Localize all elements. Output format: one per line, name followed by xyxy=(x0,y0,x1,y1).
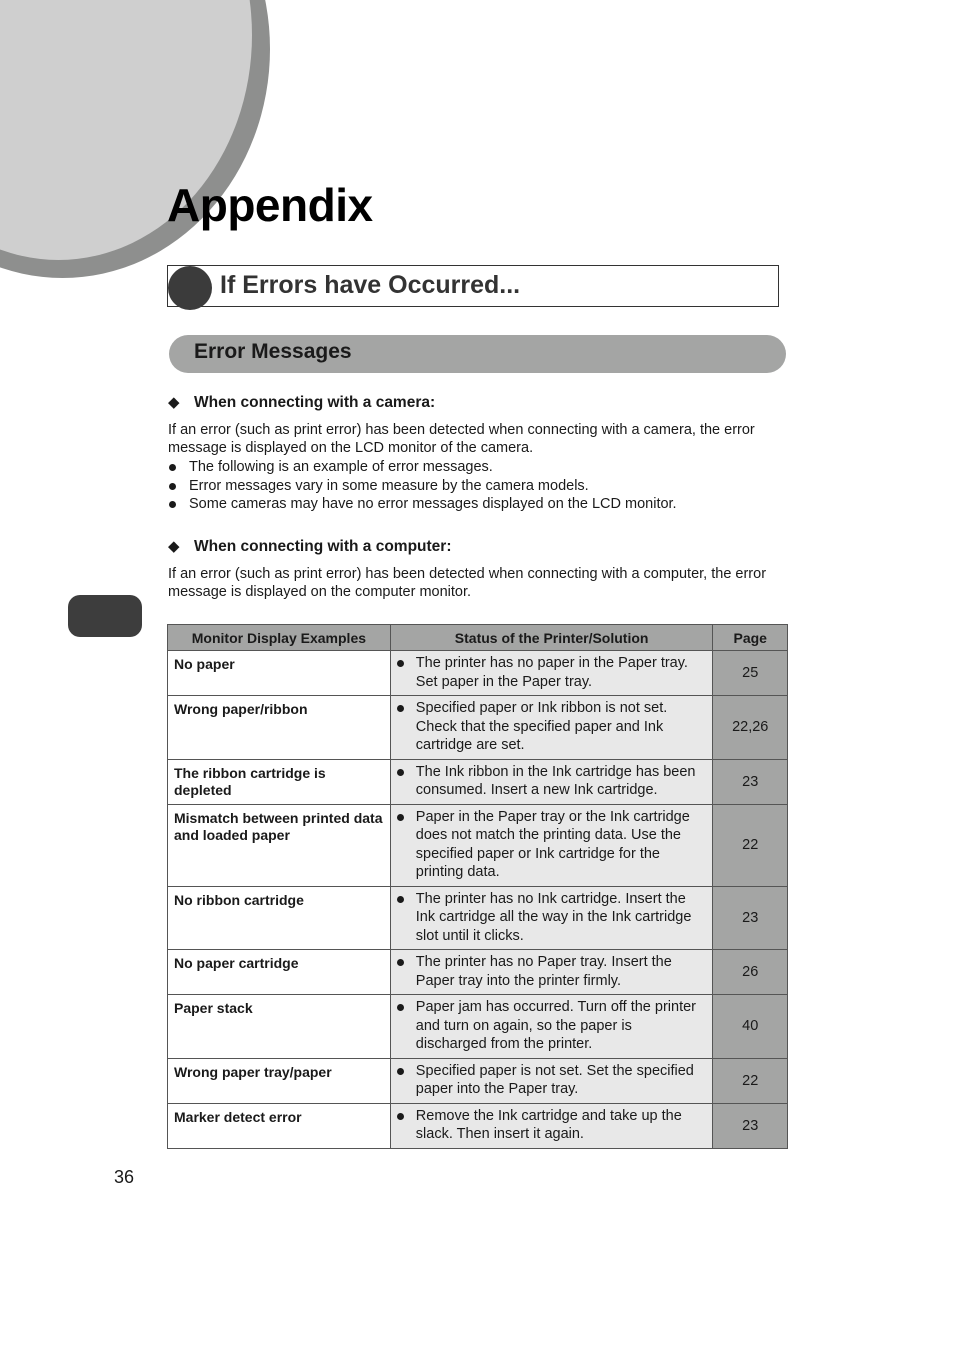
bullet-icon xyxy=(397,896,404,903)
solution-cell xyxy=(390,950,713,995)
bullet-icon xyxy=(397,705,404,712)
table-row xyxy=(168,804,788,886)
message-text: Wrong paper/ribbon xyxy=(174,701,308,717)
section-title: If Errors have Occurred... xyxy=(220,271,521,299)
message-cell xyxy=(168,1058,391,1103)
solution-cell xyxy=(390,995,713,1059)
message-cell xyxy=(168,1103,391,1148)
diamond-icon: ◆ xyxy=(168,394,180,411)
message-text: Mismatch between printed data and loaded paper xyxy=(174,809,383,843)
solution-text: Specified paper is not set. Set the specified paper into the Paper tray. xyxy=(415,1062,694,1097)
table-row xyxy=(168,886,788,950)
message-text: The ribbon cartridge is depleted xyxy=(174,764,326,798)
page-title: Appendix xyxy=(167,179,373,231)
camera-intro-line-2: message is displayed on the LCD monitor of the camera. xyxy=(168,440,534,456)
table-row xyxy=(168,950,788,995)
table-row xyxy=(168,696,788,760)
section-bullet-icon xyxy=(168,266,212,310)
message-text: Marker detect error xyxy=(174,1108,302,1125)
solution-text: The printer has no paper in the Paper tray. Set paper in the Paper tray. xyxy=(415,655,688,690)
solution-cell xyxy=(390,804,713,886)
side-tab-marker xyxy=(68,595,142,637)
bullet-icon xyxy=(397,814,404,821)
bullet-icon xyxy=(397,660,404,667)
message-text: No paper cartridge xyxy=(174,955,299,971)
message-cell xyxy=(168,696,391,760)
solution-cell xyxy=(390,886,713,950)
solution-text: The printer has no Ink cartridge. Insert the Ink cartridge all the way in the Ink cartridge slot until it clicks. xyxy=(415,890,692,944)
solution-text: Specified paper or Ink ribbon is not set. Check that the specified paper and Ink cartridge are set. xyxy=(415,700,668,753)
page-cell: 26 xyxy=(713,950,788,995)
bullet-icon xyxy=(397,959,404,966)
computer-intro-line-2: message is displayed on the computer monitor. xyxy=(168,584,472,600)
solution-text: Paper in the Paper tray or the Ink cartridge does not match the printing data. Use the specified paper or Ink cartridge for the printing data. xyxy=(415,808,690,880)
solution-text: The Ink ribbon in the Ink cartridge has been consumed. Insert a new Ink cartridge. xyxy=(415,763,696,798)
computer-heading xyxy=(168,537,451,556)
page-cell: 23 xyxy=(713,1103,788,1148)
page-number: 36 xyxy=(114,1167,135,1187)
solution-cell xyxy=(390,1103,713,1148)
solution-text: The printer has no Paper tray. Insert the Paper tray into the printer firmly. xyxy=(415,954,672,989)
camera-notes-list xyxy=(168,458,677,514)
column-header-message: Monitor Display Examples xyxy=(168,625,391,651)
error-messages-table xyxy=(167,624,788,1149)
column-header-solution: Status of the Printer/Solution xyxy=(390,625,713,651)
page-cell: 22 xyxy=(713,804,788,886)
table-row xyxy=(168,759,788,804)
message-text: No paper xyxy=(174,656,235,672)
solution-cell xyxy=(390,759,713,804)
table-header-row xyxy=(168,625,788,651)
solution-text: Paper jam has occurred. Turn off the printer and turn on again, so the paper is discharged from the printer. xyxy=(415,999,696,1052)
solution-text: Remove the Ink cartridge and take up the slack. Then insert it again. xyxy=(415,1107,682,1142)
page-cell: 22,26 xyxy=(713,696,788,760)
computer-intro-line-1: If an error (such as print error) has been detected when connecting with a computer, the error xyxy=(168,566,767,582)
message-cell xyxy=(168,651,391,696)
message-text: No ribbon cartridge xyxy=(174,891,304,908)
page-cell: 25 xyxy=(713,651,788,696)
computer-heading-text: When connecting with a computer: xyxy=(194,538,452,555)
message-cell xyxy=(168,886,391,950)
message-text: Wrong paper tray/paper xyxy=(174,1063,332,1080)
bullet-icon xyxy=(397,1113,404,1120)
camera-intro xyxy=(168,421,788,457)
bullet-icon xyxy=(397,1004,404,1011)
table-row xyxy=(168,1058,788,1103)
solution-cell xyxy=(390,1058,713,1103)
page-cell: 40 xyxy=(713,995,788,1059)
table-row xyxy=(168,1103,788,1148)
solution-cell xyxy=(390,651,713,696)
page-cell: 23 xyxy=(713,759,788,804)
message-cell xyxy=(168,995,391,1059)
solution-cell xyxy=(390,696,713,760)
list-item: Error messages vary in some measure by the camera models. xyxy=(168,477,677,496)
column-header-page: Page xyxy=(713,625,788,651)
camera-heading xyxy=(168,393,435,412)
computer-intro xyxy=(168,565,788,601)
page-cell: 23 xyxy=(713,886,788,950)
message-cell xyxy=(168,804,391,886)
subsection-title: Error Messages xyxy=(194,340,352,363)
camera-intro-line-1: If an error (such as print error) has been detected when connecting with a camera, the error xyxy=(168,422,755,438)
message-cell xyxy=(168,950,391,995)
table-row xyxy=(168,651,788,696)
message-cell xyxy=(168,759,391,804)
list-item: The following is an example of error messages. xyxy=(168,458,677,477)
list-item: Some cameras may have no error messages displayed on the LCD monitor. xyxy=(168,495,677,514)
table-row xyxy=(168,995,788,1059)
camera-heading-text: When connecting with a camera: xyxy=(194,394,436,411)
page-cell: 22 xyxy=(713,1058,788,1103)
bullet-icon xyxy=(397,1068,404,1075)
bullet-icon xyxy=(397,769,404,776)
message-text: Paper stack xyxy=(174,1000,253,1016)
diamond-icon: ◆ xyxy=(168,538,180,555)
